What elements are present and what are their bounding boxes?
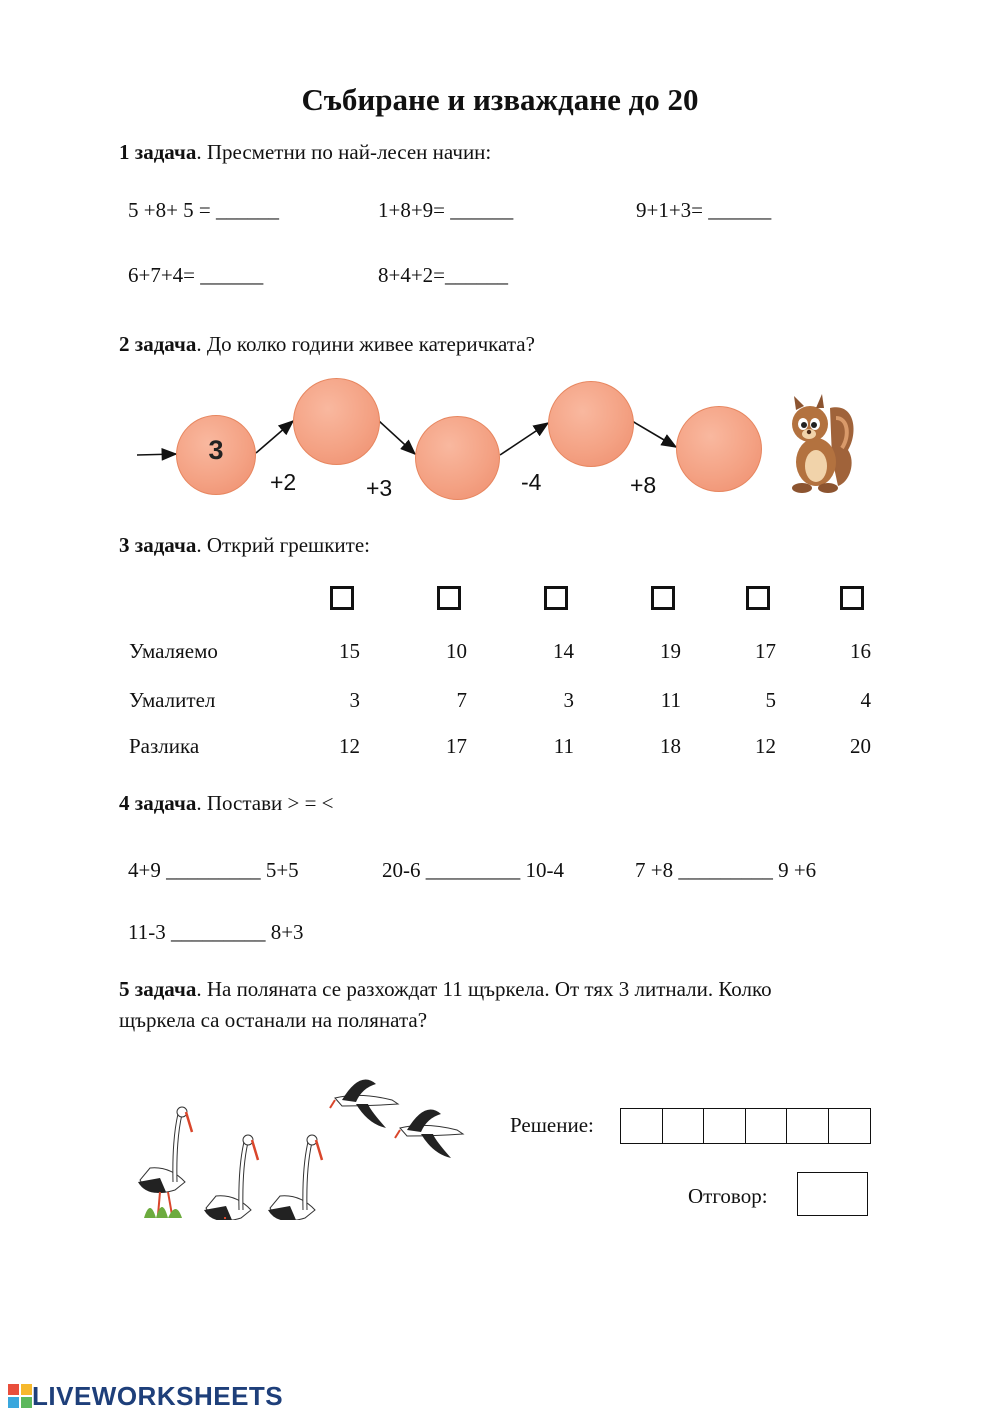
stork-standing-2 xyxy=(204,1135,258,1220)
chain-circle-3[interactable] xyxy=(548,381,634,467)
task4-expr-3[interactable]: 7 +8 _________ 9 +6 xyxy=(635,858,817,882)
task3-label: 3 задача xyxy=(119,533,197,557)
solution-label: Решение: xyxy=(510,1113,594,1137)
row-label-difference: Разлика xyxy=(129,734,200,758)
task1-expr-2[interactable]: 1+8+9= ______ xyxy=(378,198,514,222)
task1-expr-4[interactable]: 6+7+4= ______ xyxy=(128,263,264,287)
arrow-3 xyxy=(500,423,548,455)
chain-circle-2[interactable] xyxy=(415,416,500,500)
step-label-3: -4 xyxy=(521,469,542,495)
step-label-1: +2 xyxy=(270,469,297,495)
row-label-subtrahend: Умалител xyxy=(129,688,216,712)
table-cell: 3 xyxy=(349,688,360,712)
task3-heading xyxy=(119,533,370,558)
chain-start-value: 3 xyxy=(208,435,224,465)
chain-circle-1[interactable] xyxy=(293,378,380,465)
task1-expr-3[interactable]: 9+1+3= ______ xyxy=(636,198,772,222)
logo-mark-icon xyxy=(8,1384,32,1408)
table-cell: 5 xyxy=(765,688,776,712)
solution-cell[interactable] xyxy=(704,1109,746,1143)
task4-heading xyxy=(119,791,334,816)
table-cell: 7 xyxy=(456,688,467,712)
row-label-minuend: Умаляемо xyxy=(129,639,218,663)
solution-cell[interactable] xyxy=(787,1109,829,1143)
squirrel-icon xyxy=(778,388,858,496)
checkbox-col-6[interactable] xyxy=(840,586,864,610)
table-cell: 12 xyxy=(755,734,776,758)
task4-expr-4[interactable]: 11-3 _________ 8+3 xyxy=(128,920,304,944)
step-label-2: +3 xyxy=(366,475,393,501)
task5-heading xyxy=(119,977,881,1002)
stork-flying-2 xyxy=(395,1110,463,1158)
checkbox-col-5[interactable] xyxy=(746,586,770,610)
answer-input[interactable] xyxy=(797,1172,868,1216)
table-cell: 19 xyxy=(660,639,681,663)
task1-expr-5[interactable]: 8+4+2=______ xyxy=(378,263,509,287)
table-cell: 17 xyxy=(446,734,467,758)
solution-input-grid[interactable] xyxy=(620,1108,871,1144)
stork-standing-3 xyxy=(268,1135,322,1220)
table-cell: 17 xyxy=(755,639,776,663)
arrow-4 xyxy=(632,421,676,447)
checkbox-col-1[interactable] xyxy=(330,586,354,610)
table-cell: 4 xyxy=(860,688,871,712)
liveworksheets-logo xyxy=(8,1381,283,1411)
table-cell: 12 xyxy=(339,734,360,758)
task2-heading xyxy=(119,332,535,357)
solution-cell[interactable] xyxy=(663,1109,705,1143)
checkbox-col-4[interactable] xyxy=(651,586,675,610)
task1-heading xyxy=(119,140,491,165)
table-cell: 16 xyxy=(850,639,871,663)
checkbox-col-2[interactable] xyxy=(437,586,461,610)
task1-label: 1 задача xyxy=(119,140,197,164)
task4-label: 4 задача xyxy=(119,791,197,815)
table-cell: 3 xyxy=(563,688,574,712)
page-title: Събиране и изваждане до 20 xyxy=(301,82,699,117)
table-cell: 14 xyxy=(553,639,574,663)
task3-text: . Открий грешките: xyxy=(196,533,370,557)
task5-label: 5 задача xyxy=(119,977,197,1001)
stork-icon xyxy=(130,1070,470,1220)
task2-text: . До колко години живее катеричката? xyxy=(196,332,535,356)
checkbox-col-3[interactable] xyxy=(544,586,568,610)
answer-label: Отговор: xyxy=(688,1184,768,1208)
chain-circle-4[interactable] xyxy=(676,406,762,492)
arrow-2 xyxy=(379,421,415,454)
arrow-in xyxy=(137,454,176,455)
stork-standing-1 xyxy=(138,1107,192,1218)
table-cell: 10 xyxy=(446,639,467,663)
task5-text-2: щъркела са останали на поляната? xyxy=(119,1008,428,1032)
step-label-4: +8 xyxy=(630,472,657,498)
task4-expr-1[interactable]: 4+9 _________ 5+5 xyxy=(128,858,299,882)
task5-text-1: . На поляната се разхождат 11 щъркела. От тях 3 литнали. Колко xyxy=(196,977,772,1001)
table-cell: 15 xyxy=(339,639,360,663)
stork-flying-1 xyxy=(330,1080,398,1128)
task1-expr-1[interactable]: 5 +8+ 5 = ______ xyxy=(128,198,280,222)
table-cell: 11 xyxy=(553,734,574,758)
task2-label: 2 задача xyxy=(119,332,197,356)
table-cell: 20 xyxy=(850,734,871,758)
task4-expr-2[interactable]: 20-6 _________ 10-4 xyxy=(382,858,564,882)
table-cell: 18 xyxy=(660,734,681,758)
task4-text: . Постави > = < xyxy=(196,791,334,815)
table-cell: 11 xyxy=(660,688,681,712)
solution-cell[interactable] xyxy=(746,1109,788,1143)
arrow-1 xyxy=(256,421,293,453)
solution-cell[interactable] xyxy=(621,1109,663,1143)
task1-text: . Пресметни по най-лесен начин: xyxy=(196,140,492,164)
solution-cell[interactable] xyxy=(829,1109,871,1143)
logo-text: LIVEWORKSHEETS xyxy=(32,1380,284,1411)
